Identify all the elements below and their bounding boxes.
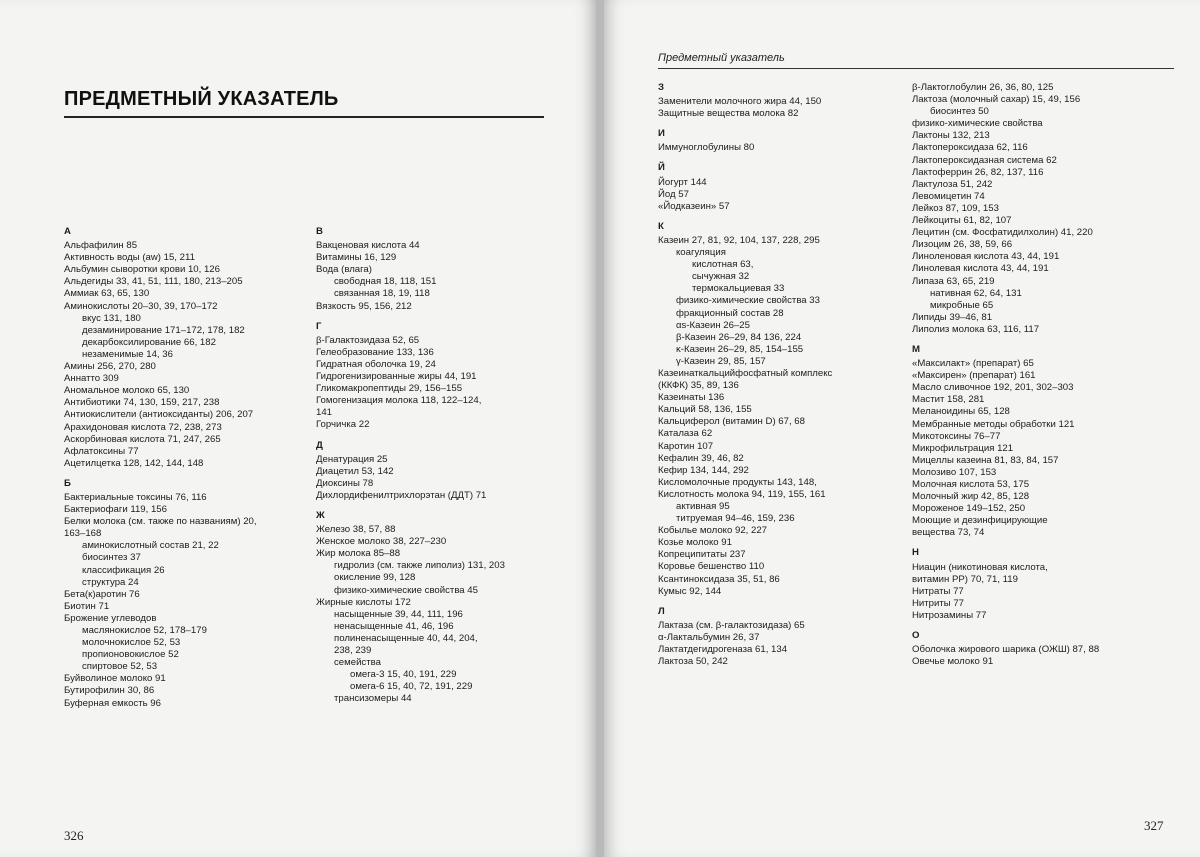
index-subentry: пропионовокислое 52 [82,649,179,661]
index-entry: Амины 256, 270, 280 [64,361,156,373]
right-page [604,0,1200,857]
index-entry: Левомицетин 74 [912,190,985,202]
index-subentry: молочнокислое 52, 53 [82,637,181,649]
index-letter-heading: Л [658,605,665,617]
index-entry: Ксантиноксидаза 35, 51, 86 [658,573,780,585]
index-entry: 163–168 [64,528,102,540]
index-entry: Лизоцим 26, 38, 59, 66 [912,239,1013,251]
index-entry: Защитные вещества молока 82 [658,108,799,120]
book-gutter [596,0,604,857]
index-entry: Бактериальные токсины 76, 116 [64,491,207,503]
index-subentry: незаменимые 14, 36 [82,348,173,360]
index-entry: Вода (влага) [316,264,372,276]
index-entry: Бактериофаги 119, 156 [64,504,167,516]
index-entry: Моющие и дезинфицирующие [912,515,1048,527]
running-head-rule [658,68,1174,69]
index-column-2 [316,226,566,705]
index-entry: Молозиво 107, 153 [912,466,997,478]
index-entry: Мембранные методы обработки 121 [912,418,1075,430]
index-entry: Кефалин 39, 46, 82 [658,452,744,464]
index-entry: Аминокислоты 20–30, 39, 170–172 [64,300,218,312]
index-entry: Каротин 107 [658,440,714,452]
index-entry: Заменители молочного жира 44, 150 [658,96,822,108]
index-column-1 [64,226,300,710]
page-number-left: 326 [64,828,84,843]
index-entry: Ниацин (никотиновая кислота, [912,561,1048,573]
index-entry: Липаза 63, 65, 219 [912,275,995,287]
index-entry: Гидратная оболочка 19, 24 [316,358,436,370]
index-entry: Лейкоз 87, 109, 153 [912,202,999,214]
index-subentry: κ-Казеин 26–29, 85, 154–155 [676,343,804,355]
index-subentry: кислотная 63, [692,259,754,271]
index-entry: Ацетилцетка 128, 142, 144, 148 [64,457,204,469]
index-entry: Кальциферол (витамин D) 67, 68 [658,416,805,428]
index-entry: Лактоферрин 26, 82, 137, 116 [912,166,1044,178]
index-subentry: омега-6 15, 40, 72, 191, 229 [350,681,473,693]
index-subentry: гидролиз (см. также липолиз) 131, 203 [334,560,505,572]
index-entry: Нитраты 77 [912,585,964,597]
index-entry: Аммиак 63, 65, 130 [64,288,150,300]
index-entry: Йогурт 144 [658,176,707,188]
index-subentry: окисление 99, 128 [334,572,416,584]
index-entry: Кислотность молока 94, 119, 155, 161 [658,488,826,500]
index-entry: Антибиотики 74, 130, 159, 217, 238 [64,397,220,409]
index-entry: Буйволиное молоко 91 [64,673,166,685]
index-entry: Нитрозамины 77 [912,609,987,621]
index-entry: Аскорбиновая кислота 71, 247, 265 [64,433,221,445]
left-page [0,0,596,857]
index-entry: Лактоза 50, 242 [658,656,728,668]
index-entry: Биотин 71 [64,600,110,612]
index-entry: «Йодказеин» 57 [658,200,730,212]
index-entry: (ККФК) 35, 89, 136 [658,380,739,392]
index-entry: Йод 57 [658,188,689,200]
index-subentry: вкус 131, 180 [82,312,141,324]
index-entry: Гликомакропептиды 29, 156–155 [316,383,463,395]
index-letter-heading: З [658,82,665,93]
index-subentry: семейства [334,657,381,669]
index-subentry: активная 95 [676,501,730,512]
index-entry: Копреципитаты 237 [658,549,746,561]
index-letter-heading: В [316,226,323,237]
index-entry: Иммуноглобулины 80 [658,142,755,154]
index-entry: β-Галактозидаза 52, 65 [316,334,420,346]
index-entry: Лактопероксидазная система 62 [912,154,1057,166]
index-entry: Лейкоциты 61, 82, 107 [912,215,1012,227]
index-entry: Альфафилин 85 [64,240,138,252]
index-entry: Линолевая кислота 43, 44, 191 [912,263,1049,275]
index-entry: Альбумин сыворотки крови 10, 126 [64,264,220,276]
index-entry: Гомогенизация молока 118, 122–124, [316,395,482,407]
index-entry: физико-химические свойства [912,118,1043,130]
index-entry: Мастит 158, 281 [912,394,985,406]
index-subentry: декарбоксилирование 66, 182 [82,336,216,348]
index-entry: Альдегиды 33, 41, 51, 111, 180, 213–205 [64,276,243,288]
index-subentry: ненасыщенные 41, 46, 196 [334,620,454,632]
index-entry: Белки молока (см. также по названиям) 20, [64,516,257,528]
index-entry: Молочный жир 42, 85, 128 [912,491,1030,503]
index-entry: Масло сливочное 192, 201, 302–303 [912,382,1074,394]
index-entry: Железо 38, 57, 88 [316,524,396,536]
index-subentry: омега-3 15, 40, 191, 229 [350,669,457,681]
index-letter-heading: Ж [316,509,325,521]
index-entry: Гидрогенизированные жиры 44, 191 [316,371,477,383]
index-entry: Лактоза (молочный сахар) 15, 49, 156 [912,94,1081,106]
index-subentry: биосинтез 37 [82,552,141,564]
index-entry: Козье молоко 91 [658,537,732,549]
index-subentry: маслянокислое 52, 178–179 [82,625,207,636]
index-entry: Витамины 16, 129 [316,252,397,264]
index-subentry: полиненасыщенные 40, 44, 204, [334,632,478,644]
index-column-3 [658,82,904,668]
index-entry: Лактоны 132, 213 [912,130,990,142]
index-subentry: аминокислотный состав 21, 22 [82,540,219,552]
index-entry: Оболочка жирового шарика (ОЖШ) 87, 88 [912,644,1100,656]
index-entry: «Максилакт» (препарат) 65 [912,358,1034,370]
index-entry: Кальций 58, 136, 155 [658,404,752,416]
index-entry: Казеинаткальцийфосфатный комплекс [658,367,833,379]
index-subentry: физико-химические свойства 45 [334,584,478,596]
index-subentry: фракционный состав 28 [676,307,784,319]
index-subentry: αs-Казеин 26–25 [676,319,750,331]
index-subentry: титруемая 94–46, 159, 236 [676,513,795,525]
index-entry: Микотоксины 76–77 [912,430,1001,442]
index-entry: Каталаза 62 [658,428,713,440]
index-entry: Буферная емкость 96 [64,697,161,709]
index-entry: Лактаза (см. β-галактозидаза) 65 [658,619,805,631]
index-entry: вещества 73, 74 [912,527,985,539]
index-entry: α-Лактальбумин 26, 37 [658,631,760,643]
index-entry: Жир молока 85–88 [316,548,401,560]
index-entry: Диоксины 78 [316,477,374,489]
index-entry: Денатурация 25 [316,453,388,465]
index-entry: Лактатдегидрогеназа 61, 134 [658,644,788,656]
index-entry: Дихлордифенилтрихлорэтан (ДДТ) 71 [316,489,487,501]
index-subentry: классификация 26 [82,564,165,576]
index-entry: Вязкость 95, 156, 212 [316,300,412,312]
page-number-right: 327 [1144,818,1164,833]
index-entry: Казеинаты 136 [658,392,725,404]
index-subentry: физико-химические свойства 33 [676,295,820,307]
index-entry: Диацетил 53, 142 [316,465,394,477]
index-entry: Арахидоновая кислота 72, 238, 273 [64,421,222,433]
index-entry: Брожение углеводов [64,612,157,624]
index-subentry: связанная 18, 19, 118 [334,288,430,300]
index-entry: «Максирен» (препарат) 161 [912,370,1036,382]
index-subentry: сычужная 32 [692,271,750,283]
index-subentry: структура 24 [82,576,139,588]
index-entry: Жирные кислоты 172 [316,596,411,608]
index-letter-heading: Б [64,477,71,489]
index-entry: Кумыс 92, 144 [658,585,722,597]
index-subentry: β-Казеин 26–29, 84 136, 224 [676,331,802,343]
index-entry: Женское молоко 38, 227–230 [316,536,447,548]
index-entry: Микрофильтрация 121 [912,442,1014,454]
index-entry: Мороженое 149–152, 250 [912,503,1026,515]
index-entry: Липиды 39–46, 81 [912,311,993,323]
index-entry: Меланоидины 65, 128 [912,406,1010,418]
index-entry: 141 [316,407,333,419]
index-entry: Афлатоксины 77 [64,445,139,457]
index-entry: β-Лактоглобулин 26, 36, 80, 125 [912,82,1054,93]
title-rule [64,116,544,118]
index-subentry: γ-Казеин 29, 85, 157 [676,355,766,367]
index-letter-heading: Г [316,320,322,332]
index-entry: Кобылье молоко 92, 227 [658,525,767,537]
index-entry: Овечье молоко 91 [912,656,994,668]
index-entry: Аномальное молоко 65, 130 [64,385,190,397]
index-entry: Аннатто 309 [64,373,119,385]
index-subentry: биосинтез 50 [930,106,989,118]
index-entry: Кисломолочные продукты 143, 148, [658,476,817,488]
index-subentry: 238, 239 [334,645,372,656]
index-subentry: спиртовое 52, 53 [82,661,158,673]
index-letter-heading: О [912,630,920,642]
page-title: ПРЕДМЕТНЫЙ УКАЗАТЕЛЬ [64,88,339,110]
index-entry: Горчичка 22 [316,419,370,431]
index-entry: Вакценовая кислота 44 [316,240,420,252]
index-entry: Молочная кислота 53, 175 [912,479,1030,490]
index-entry: Антиокислители (антиоксиданты) 206, 207 [64,409,254,421]
index-letter-heading: М [912,343,920,355]
index-subentry: термокальциевая 33 [692,283,785,295]
index-entry: Лецитин (см. Фосфатидилхолин) 41, 220 [912,227,1093,239]
index-entry: Казеин 27, 81, 92, 104, 137, 228, 295 [658,234,820,246]
index-letter-heading: И [658,128,665,140]
index-entry: Лактулоза 51, 242 [912,178,993,190]
index-letter-heading: К [658,220,664,232]
index-subentry: нативная 62, 64, 131 [930,287,1022,299]
index-letter-heading: Н [912,547,919,559]
index-entry: Линоленовая кислота 43, 44, 191 [912,251,1060,263]
index-entry: Коровье бешенство 110 [658,561,765,573]
index-letter-heading: А [64,226,71,237]
index-entry: Липолиз молока 63, 116, 117 [912,323,1040,335]
index-column-4 [912,82,1174,668]
index-letter-heading: Й [658,162,665,174]
index-entry: Лактопероксидаза 62, 116 [912,142,1028,154]
running-head: Предметный указатель [658,52,785,64]
index-entry: Нитриты 77 [912,597,965,609]
index-entry: Бутирофилин 30, 86 [64,685,155,697]
index-entry: Активность воды (aw) 15, 211 [64,252,195,264]
index-subentry: коагуляция [676,247,726,259]
index-letter-heading: Д [316,439,323,451]
index-subentry: свободная 18, 118, 151 [334,276,437,288]
index-entry: витамин PP) 70, 71, 119 [912,573,1018,585]
index-entry: Кефир 134, 144, 292 [658,464,749,476]
index-entry: Мицеллы казеина 81, 83, 84, 157 [912,454,1059,466]
index-subentry: дезаминирование 171–172, 178, 182 [82,324,245,336]
index-subentry: насыщенные 39, 44, 111, 196 [334,608,463,620]
index-subentry: микробные 65 [930,299,994,311]
index-entry: Бета(к)аротин 76 [64,588,140,600]
index-entry: Гелеобразование 133, 136 [316,346,434,358]
index-subentry: трансизомеры 44 [334,693,412,705]
